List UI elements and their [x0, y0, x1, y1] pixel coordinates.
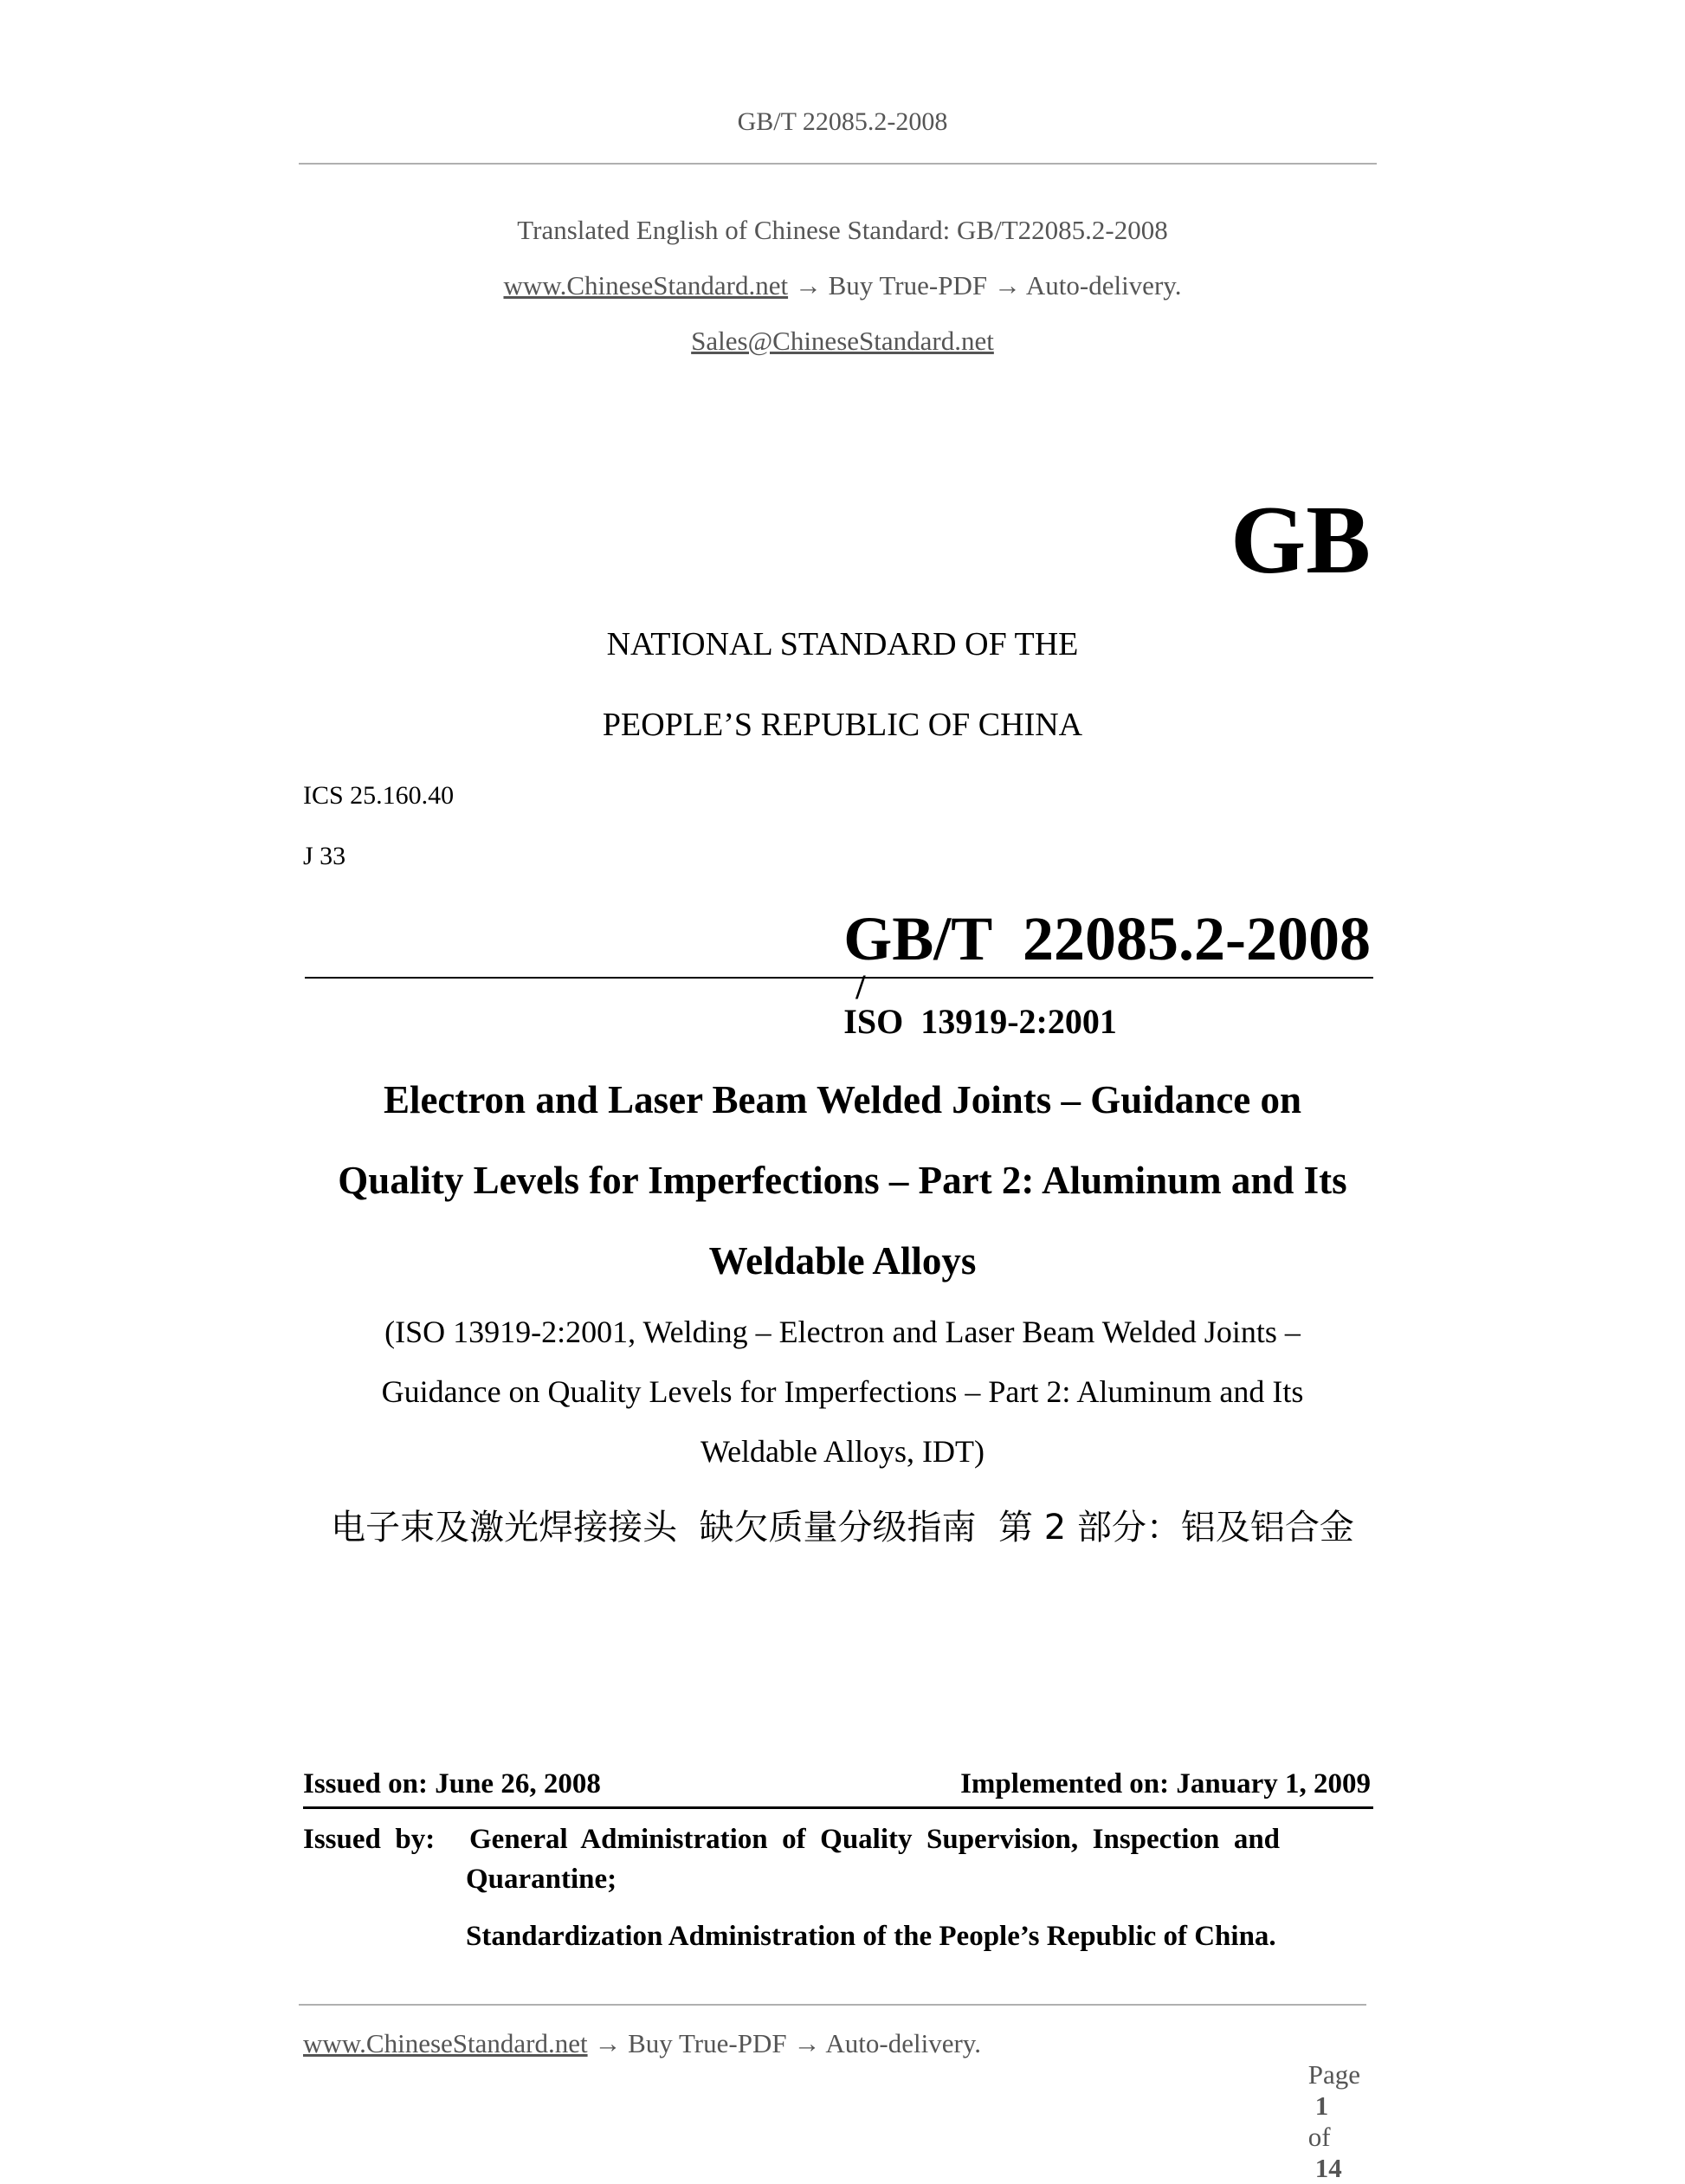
footer-links — [303, 2028, 981, 2059]
national-standard-line1: NATIONAL STANDARD OF THE — [606, 626, 1079, 662]
national-standard-line2: PEOPLE’S REPUBLIC OF CHINA — [602, 707, 1083, 743]
separator: / — [855, 967, 866, 1006]
issued-date: Issued on: June 26, 2008 — [303, 1768, 601, 1800]
footer-rule — [299, 2004, 1366, 2006]
title-en-line1: Electron and Laser Beam Welded Joints – Guidance on — [383, 1078, 1302, 1121]
standard-rule — [305, 977, 1373, 979]
arrow-icon: → — [794, 270, 822, 300]
title-en-line3: Weldable Alloys — [708, 1239, 977, 1283]
subtitle-line2: Guidance on Quality Levels for Imperfections – Part 2: Aluminum and Its — [381, 1374, 1304, 1409]
page-word: Page — [1307, 2059, 1360, 2090]
page-total: 14 — [1314, 2153, 1342, 2183]
promo-line: Translated English of Chinese Standard: GB/T22085.2-2008 — [517, 215, 1168, 245]
page-indicator — [1294, 2028, 1360, 2184]
arrow-icon: → — [993, 270, 1021, 300]
promo-links — [0, 270, 1685, 301]
title-en-line2: Quality Levels for Imperfections – Part 2: Aluminum and Its — [338, 1159, 1347, 1202]
email-link[interactable]: Sales@ChineseStandard.net — [691, 326, 994, 356]
of-word: of — [1307, 2122, 1331, 2152]
buy-text: Buy True-PDF — [828, 270, 988, 300]
standard-number-row — [836, 894, 1371, 1039]
gb-mark: GB — [1230, 487, 1371, 594]
dates-rule — [303, 1806, 1373, 1809]
page-number: 1 — [1314, 2090, 1329, 2121]
email-row — [0, 326, 1685, 357]
issuer-label: Issued by: — [303, 1824, 436, 1855]
iso-number: ISO 13919-2:2001 — [843, 1002, 1117, 1041]
issuer-line1: General Administration of Quality Supervision, Inspection and — [469, 1824, 1281, 1855]
footer-buy-text: Buy True-PDF — [628, 2028, 787, 2058]
header-rule — [299, 163, 1377, 165]
subtitle-line3: Weldable Alloys, IDT) — [700, 1434, 985, 1469]
ccs-code: J 33 — [303, 842, 346, 870]
title-cn: 电子束及激光焊接接头 缺欠质量分级指南 第 2 部分：铝及铝合金 — [331, 1508, 1354, 1548]
standard-number: GB/T 22085.2-2008 — [843, 904, 1371, 973]
implemented-date: Implemented on: January 1, 2009 — [960, 1768, 1371, 1800]
issuer-line2: Quarantine; — [466, 1864, 617, 1895]
footer-site-link[interactable]: www.ChineseStandard.net — [303, 2028, 588, 2058]
auto-delivery-text: Auto-delivery. — [1025, 270, 1182, 300]
running-header: GB/T 22085.2-2008 — [737, 107, 948, 136]
issuer-line3: Standardization Administration of the People’s Republic of China. — [466, 1921, 1276, 1952]
arrow-icon: → — [793, 2028, 821, 2058]
subtitle-line1: (ISO 13919-2:2001, Welding – Electron and Laser Beam Welded Joints – — [384, 1315, 1301, 1349]
site-link[interactable]: www.ChineseStandard.net — [503, 270, 789, 300]
footer-auto-text: Auto-delivery. — [825, 2028, 982, 2058]
ics-code: ICS 25.160.40 — [303, 781, 455, 810]
arrow-icon: → — [594, 2028, 622, 2058]
